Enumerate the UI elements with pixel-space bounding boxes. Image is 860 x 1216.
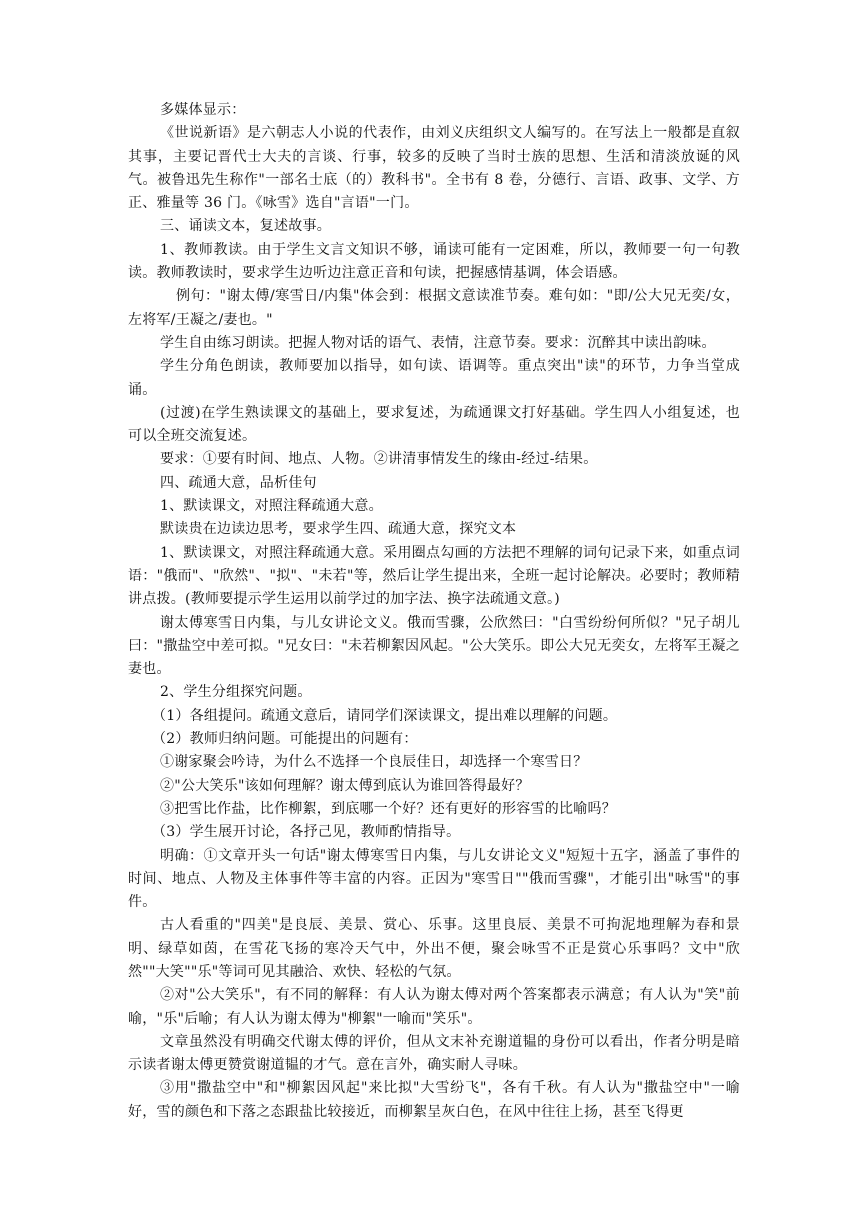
- paragraph-p18: ①谢家聚会吟诗，为什么不选择一个良辰佳日，却选择一个寒雪日？: [160, 754, 588, 771]
- paragraph-p09: 要求：①要有时间、地点、人物。②讲清事情发生的缘由-经过-结果。: [160, 451, 598, 468]
- paragraph-p26: ③用"撒盐空中"和"柳絮因风起"来比拟"大雪纷飞"，各有千秋。有人认为"撒盐空中"一喻好，雪的颜色和下落之态跟盐比较接近，而柳絮呈灰白色，在风中往往上扬，甚至飞得更: [128, 1080, 740, 1120]
- paragraph-p21: （3）学生展开讨论，各抒己见，教师酌情指导。: [152, 824, 461, 841]
- paragraph-p14: 谢太傅寒雪日内集，与儿女讲论文义。俄而雪骤，公欣然曰："白雪纷纷何所似？"兄子胡儿曰："撒盐空中差可拟。"兄女曰："未若柳絮因风起。"公大笑乐。即公大兄无奕女，左将军王凝之妻也。: [128, 614, 740, 678]
- paragraph-p02: 《世说新语》是六朝志人小说的代表作，由刘义庆组织文人编写的。在写法上一般都是直叙其事，主要记晋代士大夫的言谈、行事，较多的反映了当时士族的思想、生活和清淡放诞的风气。被鲁迅先生称作"一部名士底（的）教科书"。全书有 8 卷，分德行、言语、政事、文学、方正、雅量等 36 门。《咏雪》选自"言语"一门。: [128, 125, 740, 212]
- paragraph-p16: （1）各组提问。疏通文意后，请同学们深读课文，提出难以理解的问题。: [152, 707, 618, 724]
- paragraph-p17: （2）教师归纳问题。可能提出的问题有：: [152, 731, 418, 748]
- paragraph-p19: ②"公大笑乐"该如何理解？谢太傅到底认为谁回答得最好？: [160, 777, 530, 794]
- document-page: [128, 99, 740, 1124]
- paragraph-p24: ②对"公大笑乐"，有不同的解释：有人认为谢太傅对两个答案都表示满意；有人认为"笑"前喻，"乐"后喻；有人认为谢太傅为"柳絮"一喻而"笑乐"。: [128, 987, 740, 1027]
- paragraph-p08: (过渡)在学生熟读课文的基础上，要求复述，为疏通课文打好基础。学生四人小组复述，也可以全班交流复述。: [128, 404, 740, 445]
- paragraph-p12: 默读贵在边读边思考，要求学生四、疏通大意，探究文本: [160, 521, 517, 538]
- paragraph-p04: 1、教师教读。由于学生文言文知识不够，诵读可能有一定困难，所以，教师要一句一句教读。教师教读时，要求学生边听边注意正音和句读，把握感情基调，体会语感。: [128, 241, 740, 282]
- paragraph-p05: 例句："谢太傅/寒雪日/内集"体会到：根据文意读准节奏。难句如："即/公大兄无奕/女，左将军/王凝之/妻也。": [128, 288, 740, 328]
- paragraph-p06: 学生自由练习朗读。把握人物对话的语气、表情，注意节奏。要求：沉醉其中读出韵味。: [160, 334, 716, 351]
- paragraph-p15: 2、学生分组探究问题。: [160, 684, 312, 701]
- paragraph-p13: 1、默读课文，对照注释疏通大意。采用圈点勾画的方法把不理解的词句记录下来，如重点词语："俄而"、"欣然"、"拟"、"未若"等，然后让学生提出来，全班一起讨论解决。必要时；教师精讲点拨。(教师要提示学生运用以前学过的加字法、换字法疏通文意。): [128, 544, 740, 608]
- paragraph-p25: 文章虽然没有明确交代谢太傅的评价，但从文末补充谢道韫的身份可以看出，作者分明是暗示读者谢太傅更赞赏谢道韫的才气。意在言外，确实耐人寻味。: [128, 1033, 740, 1074]
- paragraph-p07: 学生分角色朗读，教师要加以指导，如句读、语调等。重点突出"读"的环节，力争当堂成诵。: [128, 358, 740, 398]
- paragraph-p22: 明确：①文章开头一句话"谢太傅寒雪日内集，与儿女讲论文义"短短十五字，涵盖了事件的时间、地点、人物及主体事件等丰富的内容。正因为"寒雪日""俄而雪骤"，才能引出"咏雪"的事件。: [128, 847, 740, 911]
- paragraph-p20: ③把雪比作盐，比作柳絮，到底哪一个好？还有更好的形容雪的比喻吗？: [160, 800, 616, 817]
- paragraph-p03: 三、诵读文本，复述故事。: [160, 218, 331, 235]
- paragraph-p23: 古人看重的"四美"是良辰、美景、赏心、乐事。这里良辰、美景不可拘泥地理解为春和景明、绿草如茵，在雪花飞扬的寒冷天气中，外出不便，聚会咏雪不正是赏心乐事吗？文中"欣然""大笑""乐"等词可见其融洽、欢快、轻松的气氛。: [128, 917, 740, 980]
- paragraph-p01: 多媒体显示：: [160, 102, 246, 118]
- paragraph-p10: 四、疏通大意，品析佳句: [160, 474, 317, 491]
- paragraph-p11: 1、默读课文，对照注释疏通大意。: [160, 498, 383, 515]
